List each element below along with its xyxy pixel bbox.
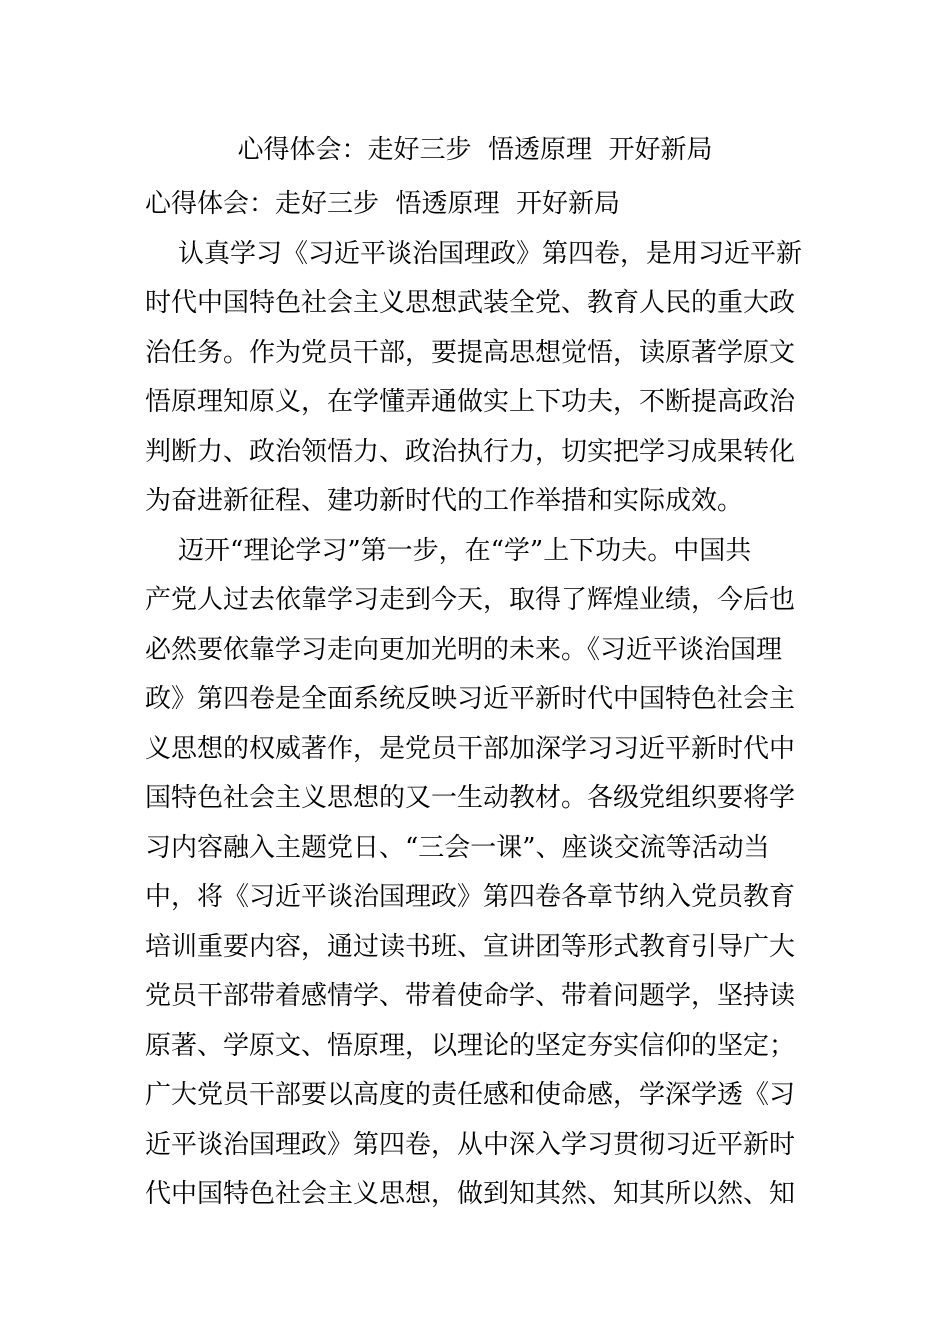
paragraph-2-line-13: 近平谈治国理政》第四卷，从中深入学习贯彻习近平新时 bbox=[145, 1129, 796, 1160]
paragraph-2-line-14: 代中国特色社会主义思想，做到知其然、知其所以然、知 bbox=[145, 1179, 796, 1209]
paragraph-1-line-6: 为奋进新征程、建功新时代的工作举措和实际成效。 bbox=[145, 486, 744, 516]
paragraph-2-line-10: 党员干部带着感情学、带着使命学、带着问题学，坚持读 bbox=[145, 981, 796, 1011]
paragraph-2-line-3: 必然要依靠学习走向更加光明的未来。《习近平谈治国理 bbox=[145, 634, 783, 665]
paragraph-1-line-3: 治任务。作为党员干部，要提高思想觉悟，读原著学原文 bbox=[145, 337, 796, 368]
paragraph-2-line-2: 产党人过去依靠学习走到今天，取得了辉煌业绩，今后也 bbox=[145, 585, 796, 615]
document-body bbox=[145, 180, 815, 1220]
paragraph-2-line-8: 中，将《习近平谈治国理政》第四卷各章节纳入党员教育 bbox=[145, 882, 796, 912]
paragraph-2-line-11: 原著、学原文、悟原理，以理论的坚定夯实信仰的坚定； bbox=[145, 1030, 796, 1061]
paragraph-1-line-2: 时代中国特色社会主义思想武装全党、教育人民的重大政 bbox=[145, 288, 796, 318]
paragraph-2-line-5: 义思想的权威著作，是党员干部加深学习习近平新时代中 bbox=[145, 733, 796, 764]
paragraph-2-line-6: 国特色社会主义思想的又一生动教材。各级党组织要将学 bbox=[145, 783, 796, 813]
paragraph-2-line-4: 政》第四卷是全面系统反映习近平新时代中国特色社会主 bbox=[145, 684, 796, 714]
paragraph-1-line-4: 悟原理知原义，在学懂弄通做实上下功夫，不断提高政治 bbox=[145, 387, 796, 417]
paragraph-2-line-1: 迈开“理论学习”第一步，在“学”上下功夫。中国共 bbox=[145, 535, 752, 566]
paragraph-1-line-1: 认真学习《习近平谈治国理政》第四卷，是用习近平新 bbox=[145, 238, 803, 269]
paragraph-2-line-7: 习内容融入主题党日、“三会一课”、座谈交流等活动当 bbox=[145, 832, 770, 863]
paragraph-2-line-12: 广大党员干部要以高度的责任感和使命感，学深学透《习 bbox=[145, 1080, 796, 1110]
paragraph-1-line-5: 判断力、政治领悟力、政治执行力，切实把学习成果转化 bbox=[145, 436, 796, 467]
document-title: 心得体会：走好三步 悟透原理 开好新局 bbox=[237, 135, 713, 165]
document-heading: 心得体会：走好三步 悟透原理 开好新局 bbox=[145, 189, 621, 219]
paragraph-2-line-9: 培训重要内容，通过读书班、宣讲团等形式教育引导广大 bbox=[145, 931, 796, 962]
